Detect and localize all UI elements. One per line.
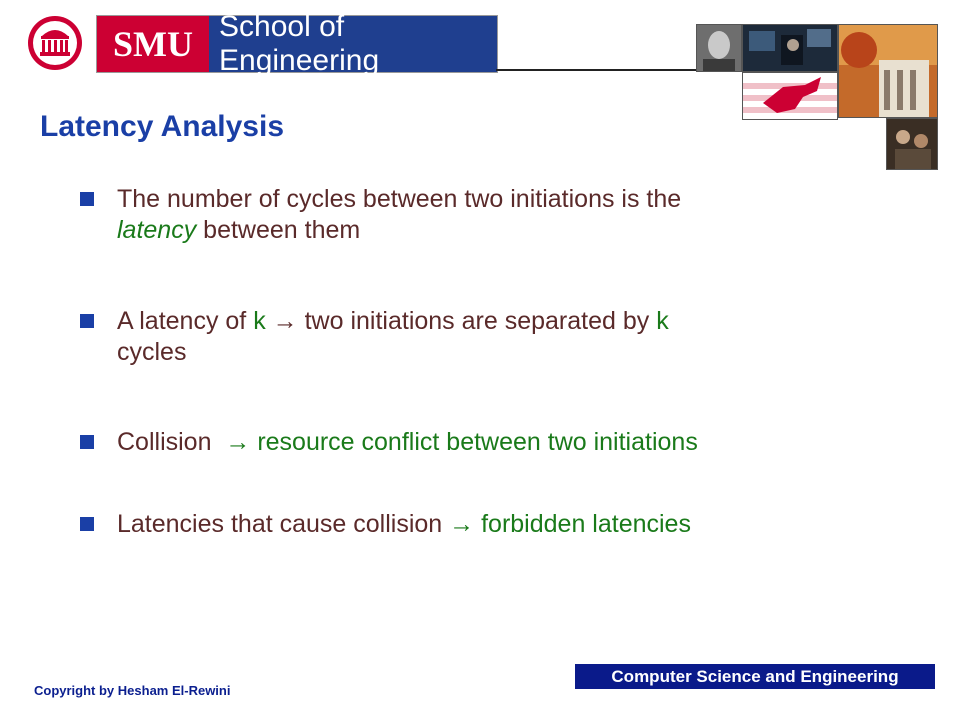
copyright-text: Copyright by Hesham El-Rewini <box>34 683 231 698</box>
k-variable: k <box>656 307 669 335</box>
bullet-1-line-a: The number of cycles between two initiations is the <box>117 185 682 213</box>
portrait-photo <box>696 24 742 72</box>
k-variable: k <box>253 307 266 335</box>
bullet-4-part2: forbidden latencies <box>474 510 691 538</box>
banner-smu-label: SMU <box>97 16 209 72</box>
right-arrow-icon: → <box>272 307 298 335</box>
bullet-item <box>80 184 880 246</box>
bullet-square-icon <box>80 435 94 449</box>
bullet-3-part2: resource conflict between two initiations <box>250 428 698 456</box>
smu-logo-seal-icon <box>22 14 88 72</box>
school-banner <box>96 10 498 77</box>
department-label: Computer Science and Engineering <box>575 664 935 689</box>
bullet-4-part1: Latencies that cause collision <box>117 510 450 538</box>
bullet-text <box>117 509 880 540</box>
bullet-item <box>80 509 880 540</box>
campus-building-photo <box>838 24 938 118</box>
header-divider <box>496 69 696 71</box>
bullet-text <box>117 306 880 368</box>
bullet-text <box>117 184 880 246</box>
bullet-2-part1: A latency of <box>117 307 254 335</box>
students-photo <box>886 118 938 170</box>
lab-photo <box>742 24 838 72</box>
bullet-2-part3: cycles <box>117 338 187 366</box>
bullet-item <box>80 306 880 368</box>
bullet-text <box>117 427 880 458</box>
right-arrow-icon: → <box>449 510 475 538</box>
mustang-mascot-photo <box>742 72 838 120</box>
bullet-1-line-b: between them <box>196 216 361 244</box>
slide-title: Latency Analysis <box>40 110 284 143</box>
bullet-square-icon <box>80 314 94 328</box>
bullet-3-part1: Collision <box>117 428 226 456</box>
bullet-item <box>80 427 880 458</box>
bullet-square-icon <box>80 192 94 206</box>
bullet-square-icon <box>80 517 94 531</box>
banner-school-label: School of Engineering <box>209 16 497 72</box>
right-arrow-icon: → <box>225 428 251 456</box>
latency-term: latency <box>117 216 197 244</box>
bullet-2-part2: two initiations are separated by <box>297 307 657 335</box>
